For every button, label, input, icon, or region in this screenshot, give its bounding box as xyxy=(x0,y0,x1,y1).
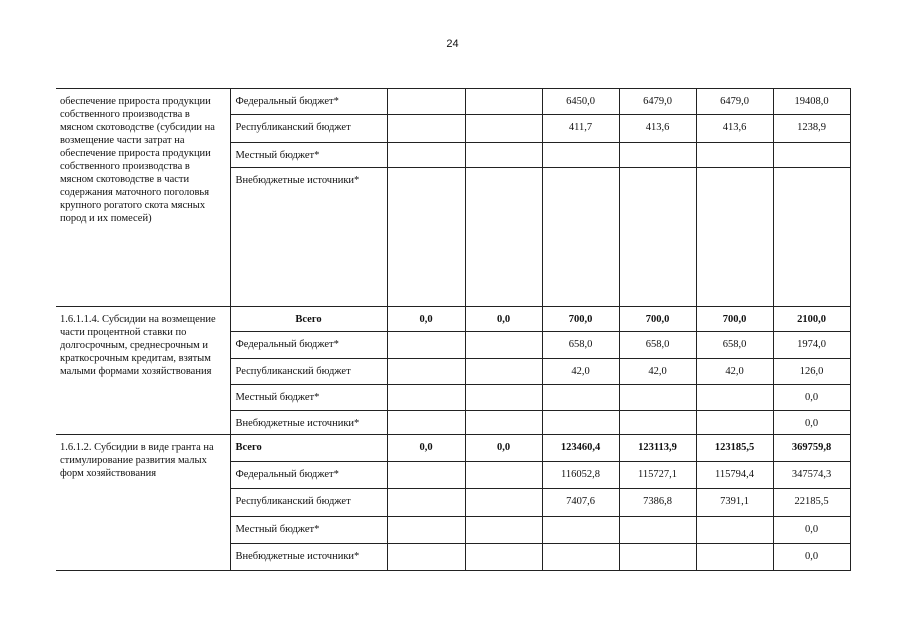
funding-source-total: Всего xyxy=(230,307,387,332)
funding-source: Местный бюджет* xyxy=(230,517,387,544)
value-cell: 700,0 xyxy=(542,307,619,332)
value-cell xyxy=(465,489,542,517)
value-cell: 22185,5 xyxy=(773,489,850,517)
value-cell xyxy=(465,359,542,385)
funding-source: Местный бюджет* xyxy=(230,385,387,411)
value-cell: 115794,4 xyxy=(696,462,773,489)
value-cell: 411,7 xyxy=(542,115,619,143)
value-cell xyxy=(696,385,773,411)
page-number: 24 xyxy=(446,38,459,50)
funding-source: Республиканский бюджет xyxy=(230,359,387,385)
value-cell: 1974,0 xyxy=(773,332,850,359)
value-cell xyxy=(696,143,773,168)
value-cell xyxy=(387,359,465,385)
section-description: 1.6.1.1.4. Субсидии на возмещение части процентной ставки по долгосрочным, среднесрочным и краткосрочным кредитам, взятым малыми формами хозяйствования xyxy=(56,307,230,435)
funding-source: Местный бюджет* xyxy=(230,143,387,168)
value-cell xyxy=(542,544,619,571)
value-cell: 0,0 xyxy=(773,544,850,571)
value-cell xyxy=(387,115,465,143)
section-description: обеспечение прироста продукции собственного производства в мясном скотоводстве (субсидии на возмещение части затрат на обеспечение прироста продукции собственного производства в мясном скотоводстве в части содержания маточного поголовья крупного рогатого скота мясных пород и их помесей) xyxy=(56,89,230,307)
value-cell xyxy=(465,544,542,571)
value-cell: 700,0 xyxy=(696,307,773,332)
value-cell: 0,0 xyxy=(773,385,850,411)
value-cell: 700,0 xyxy=(619,307,696,332)
section-description: 1.6.1.2. Субсидии в виде гранта на стимулирование развития малых форм хозяйствования xyxy=(56,435,230,571)
value-cell xyxy=(542,168,619,307)
value-cell xyxy=(387,517,465,544)
value-cell: 0,0 xyxy=(387,307,465,332)
value-cell: 123460,4 xyxy=(542,435,619,462)
value-cell: 0,0 xyxy=(465,307,542,332)
value-cell xyxy=(465,115,542,143)
value-cell: 7391,1 xyxy=(696,489,773,517)
value-cell xyxy=(542,411,619,435)
funding-source: Республиканский бюджет xyxy=(230,489,387,517)
value-cell xyxy=(542,385,619,411)
value-cell xyxy=(387,544,465,571)
funding-source: Федеральный бюджет* xyxy=(230,332,387,359)
value-cell: 6479,0 xyxy=(696,89,773,115)
funding-source: Федеральный бюджет* xyxy=(230,462,387,489)
value-cell xyxy=(542,143,619,168)
table-row xyxy=(56,307,850,332)
value-cell: 116052,8 xyxy=(542,462,619,489)
value-cell xyxy=(619,411,696,435)
value-cell xyxy=(387,332,465,359)
value-cell xyxy=(696,168,773,307)
value-cell xyxy=(696,411,773,435)
value-cell xyxy=(465,517,542,544)
value-cell xyxy=(696,517,773,544)
value-cell: 413,6 xyxy=(696,115,773,143)
value-cell xyxy=(387,411,465,435)
value-cell: 658,0 xyxy=(619,332,696,359)
value-cell: 42,0 xyxy=(542,359,619,385)
value-cell xyxy=(465,89,542,115)
funding-source-total: Всего xyxy=(230,435,387,462)
value-cell: 2100,0 xyxy=(773,307,850,332)
value-cell: 42,0 xyxy=(696,359,773,385)
funding-source: Внебюджетные источники* xyxy=(230,544,387,571)
value-cell: 123113,9 xyxy=(619,435,696,462)
value-cell xyxy=(619,517,696,544)
value-cell xyxy=(619,168,696,307)
value-cell xyxy=(465,168,542,307)
value-cell xyxy=(387,143,465,168)
value-cell xyxy=(387,489,465,517)
value-cell: 6450,0 xyxy=(542,89,619,115)
budget-table xyxy=(56,88,851,571)
funding-source: Внебюджетные источники* xyxy=(230,168,387,307)
value-cell xyxy=(387,168,465,307)
table-row xyxy=(56,435,850,462)
value-cell xyxy=(696,544,773,571)
value-cell xyxy=(387,385,465,411)
value-cell xyxy=(619,143,696,168)
value-cell xyxy=(619,385,696,411)
value-cell: 126,0 xyxy=(773,359,850,385)
value-cell: 115727,1 xyxy=(619,462,696,489)
value-cell: 658,0 xyxy=(696,332,773,359)
value-cell xyxy=(542,517,619,544)
value-cell xyxy=(619,544,696,571)
value-cell xyxy=(387,89,465,115)
funding-source: Федеральный бюджет* xyxy=(230,89,387,115)
value-cell xyxy=(465,143,542,168)
value-cell: 347574,3 xyxy=(773,462,850,489)
value-cell: 6479,0 xyxy=(619,89,696,115)
value-cell xyxy=(387,462,465,489)
value-cell xyxy=(465,462,542,489)
value-cell: 7407,6 xyxy=(542,489,619,517)
value-cell: 658,0 xyxy=(542,332,619,359)
value-cell: 42,0 xyxy=(619,359,696,385)
funding-source: Внебюджетные источники* xyxy=(230,411,387,435)
value-cell xyxy=(465,411,542,435)
table-row xyxy=(56,89,850,115)
value-cell: 19408,0 xyxy=(773,89,850,115)
value-cell xyxy=(465,332,542,359)
value-cell: 1238,9 xyxy=(773,115,850,143)
value-cell: 413,6 xyxy=(619,115,696,143)
value-cell: 0,0 xyxy=(773,411,850,435)
funding-source: Республиканский бюджет xyxy=(230,115,387,143)
value-cell: 0,0 xyxy=(387,435,465,462)
value-cell: 123185,5 xyxy=(696,435,773,462)
value-cell xyxy=(773,143,850,168)
value-cell xyxy=(773,168,850,307)
value-cell: 0,0 xyxy=(773,517,850,544)
value-cell: 369759,8 xyxy=(773,435,850,462)
value-cell xyxy=(465,385,542,411)
value-cell: 7386,8 xyxy=(619,489,696,517)
value-cell: 0,0 xyxy=(465,435,542,462)
